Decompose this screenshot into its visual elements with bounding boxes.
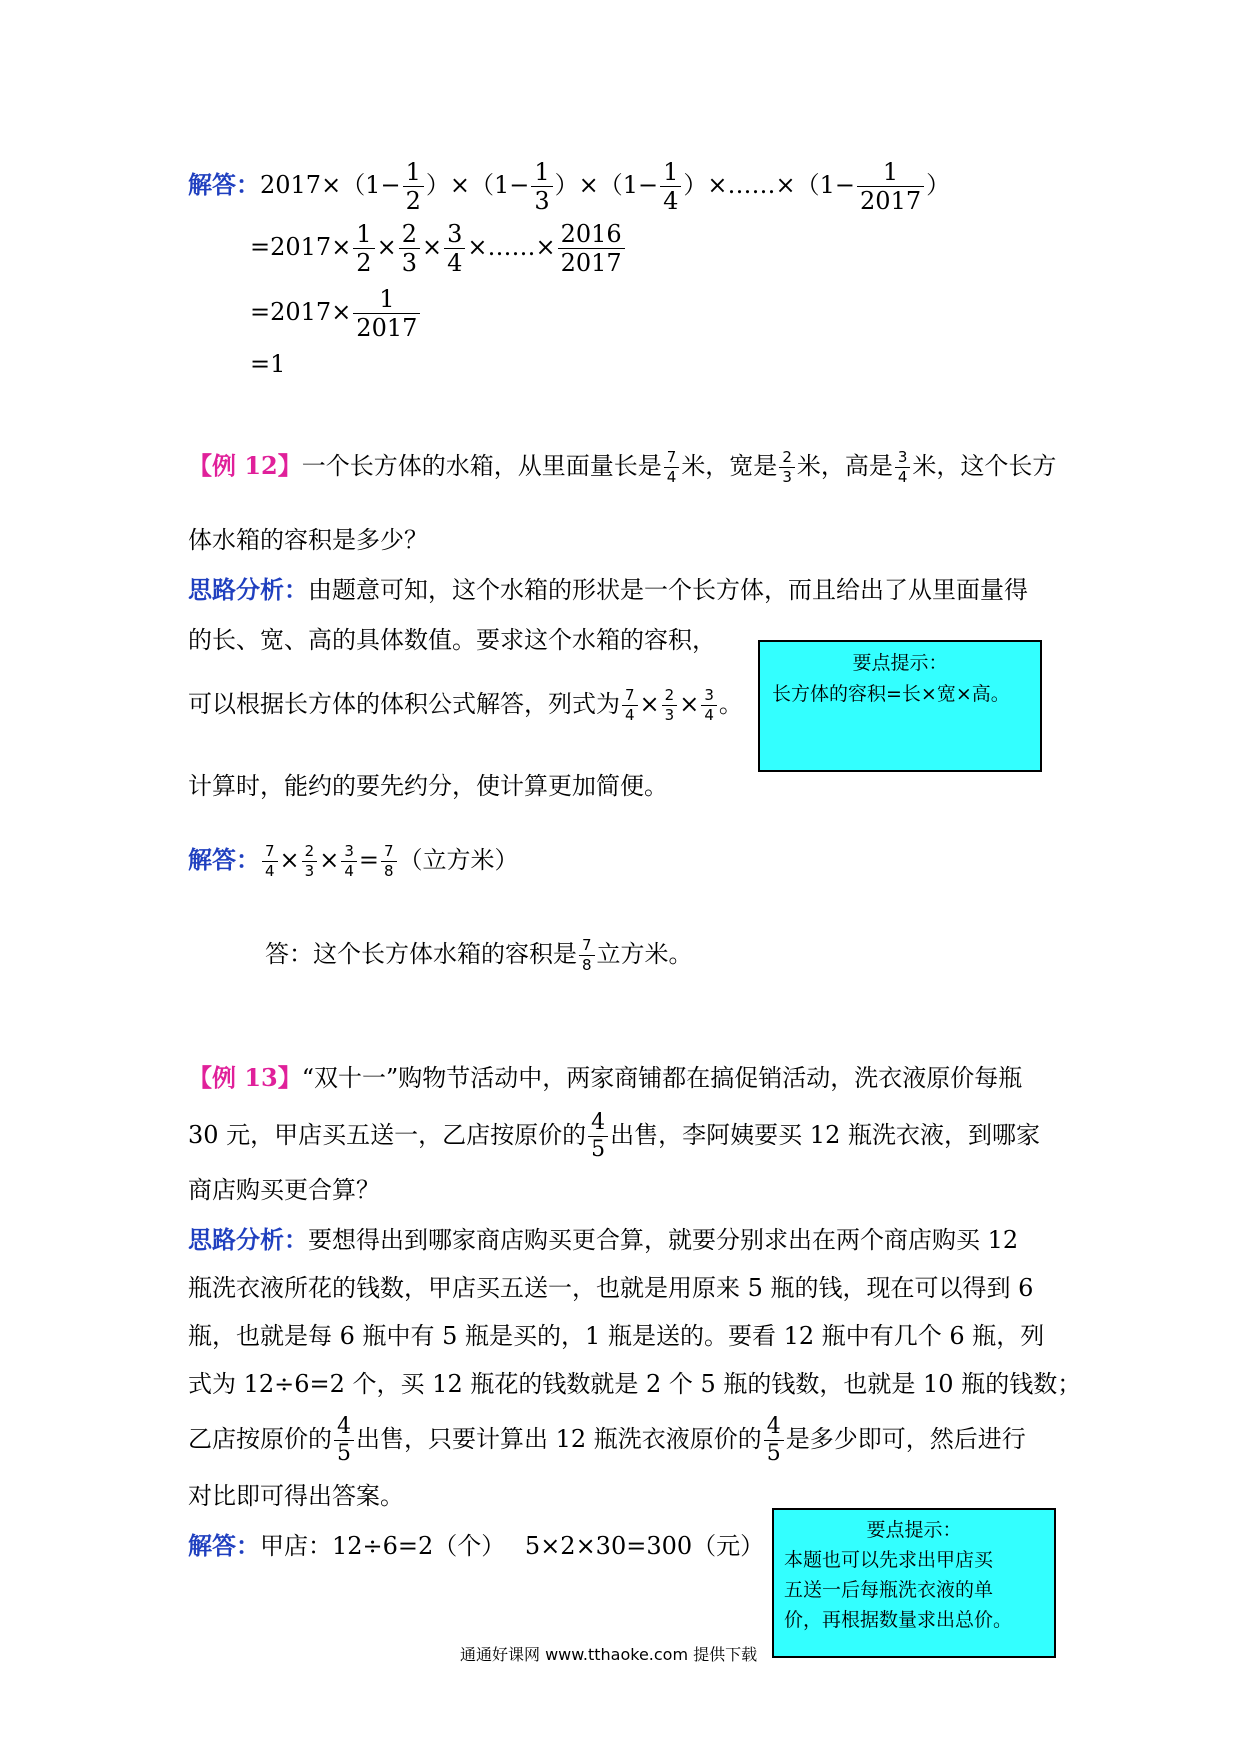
- fraction: $\frac{7}{4}$: [622, 688, 638, 723]
- tip-body: 长方体的容积=长×宽×高。: [772, 683, 1010, 705]
- example13-solution: 解答：甲店：12÷6=2（个） 5×2×30=300（元）: [188, 1532, 765, 1560]
- fraction: $\frac{1}{2}$: [353, 222, 374, 275]
- example13-analysis-line-3: 瓶，也就是每 6 瓶中有 5 瓶是买的，1 瓶是送的。要看 12 瓶中有几个 6 瓶，列: [188, 1322, 1045, 1350]
- tip-title: 要点提示：: [866, 1519, 962, 1541]
- solution-line-4: =1: [250, 350, 286, 378]
- solution-label: 解答：: [188, 171, 260, 199]
- fraction: $\frac{4}{5}$: [588, 1112, 608, 1161]
- example12-analysis-line-2: 的长、宽、高的具体数值。要求这个水箱的容积，: [188, 626, 716, 654]
- example12-question-line-2: 体水箱的容积是多少？: [188, 526, 428, 554]
- example-tag: 【例 12】: [188, 451, 302, 480]
- solution-line-2: =2017× $\frac{1}{2}$ × $\frac{2}{3}$ × $\frac{3}{4}$ ×……× $\frac{2016}{2017}$: [250, 222, 627, 275]
- example13-question-line-2: 30 元，甲店买五送一，乙店按原价的 $\frac{4}{5}$ 出售，李阿姨要买 12 瓶洗衣液，到哪家: [188, 1110, 1040, 1162]
- tip-line: 价，再根据数量求出总价。: [784, 1609, 1013, 1631]
- analysis-label: 思路分析：: [188, 576, 308, 604]
- example13-question-line-3: 商店购买更合算？: [188, 1176, 380, 1204]
- fraction: $\frac{2}{3}$: [399, 222, 420, 275]
- fraction: $\frac{1}{2017}$: [353, 287, 420, 340]
- solution-line-1: 解答：2017×（1− $\frac{1}{2}$ ）×（1− $\frac{1}{3}$ ）×（1− $\frac{1}{4}$ ）×……×（1− $\frac{1}{2017}$ ）: [188, 158, 951, 215]
- fraction: $\frac{7}{8}$: [381, 844, 397, 879]
- tip-line: 五送一后每瓶洗衣液的单: [784, 1579, 994, 1601]
- fraction: $\frac{7}{4}$: [664, 450, 680, 485]
- fraction: $\frac{7}{4}$: [262, 844, 278, 879]
- solution-label: 解答：: [188, 1532, 260, 1560]
- fraction: $\frac{3}{4}$: [895, 450, 911, 485]
- example12-solution: 解答： $\frac{7}{4}$ × $\frac{2}{3}$ × $\frac{3}{4}$ = $\frac{7}{8}$ （立方米）: [188, 842, 519, 880]
- page-footer: 通通好课网 www.tthaoke.com 提供下载: [460, 1645, 758, 1664]
- fraction: $\frac{3}{4}$: [341, 844, 357, 879]
- example12-answer: 答：这个长方体水箱的容积是 $\frac{7}{8}$ 立方米。: [265, 936, 693, 974]
- example13-analysis-line-1: 思路分析：要想得出到哪家商店购买更合算，就要分别求出在两个商店购买 12: [188, 1226, 1019, 1254]
- solution-line-3: =2017× $\frac{1}{2017}$: [250, 287, 422, 340]
- fraction: $\frac{2016}{2017}$: [558, 222, 625, 275]
- example-tag: 【例 13】: [188, 1063, 302, 1092]
- fraction: $\frac{2}{3}$: [779, 450, 795, 485]
- example13-question-line-1: 【例 13】“双十一”购物节活动中，两家商铺都在搞促销活动，洗衣液原价每瓶: [188, 1063, 1023, 1092]
- tip-title: 要点提示：: [852, 652, 948, 674]
- fraction: $\frac{3}{4}$: [444, 222, 465, 275]
- tip-box-12: [758, 640, 1042, 772]
- example12-analysis-line-3: 可以根据长方体的体积公式解答，列式为 $\frac{7}{4}$ × $\frac{2}{3}$ × $\frac{3}{4}$ 。: [188, 686, 743, 724]
- example13-analysis-line-2: 瓶洗衣液所花的钱数，甲店买五送一，也就是用原来 5 瓶的钱，现在可以得到 6: [188, 1274, 1034, 1302]
- analysis-label: 思路分析：: [188, 1226, 308, 1254]
- tip-line: 本题也可以先求出甲店买: [784, 1549, 994, 1571]
- tip-box-13: [772, 1508, 1056, 1658]
- example12-analysis-line-1: 思路分析：由题意可知，这个水箱的形状是一个长方体，而且给出了从里面量得: [188, 576, 1028, 604]
- fraction: $\frac{1}{2}$: [403, 160, 424, 213]
- example13-analysis-line-5: 乙店按原价的 $\frac{4}{5}$ 出售，只要计算出 12 瓶洗衣液原价的 $\frac{4}{5}$ 是多少即可，然后进行: [188, 1414, 1026, 1466]
- fraction: $\frac{1}{4}$: [660, 160, 681, 213]
- example12-question-line-1: 【例 12】一个长方体的水箱，从里面量长是 $\frac{7}{4}$ 米，宽是 $\frac{2}{3}$ 米，高是 $\frac{3}{4}$ 米，这个长方: [188, 448, 1057, 486]
- example13-analysis-line-6: 对比即可得出答案。: [188, 1482, 404, 1510]
- solution-label: 解答：: [188, 846, 260, 874]
- fraction: $\frac{4}{5}$: [764, 1416, 784, 1465]
- example12-analysis-line-4: 计算时，能约的要先约分，使计算更加简便。: [188, 772, 668, 800]
- fraction: $\frac{2}{3}$: [662, 688, 678, 723]
- fraction: $\frac{4}{5}$: [334, 1416, 354, 1465]
- fraction: $\frac{2}{3}$: [302, 844, 318, 879]
- fraction: $\frac{3}{4}$: [701, 688, 717, 723]
- fraction: $\frac{7}{8}$: [579, 938, 595, 973]
- fraction: $\frac{1}{2017}$: [857, 160, 924, 213]
- example13-analysis-line-4: 式为 12÷6=2 个，买 12 瓶花的钱数就是 2 个 5 瓶的钱数，也就是 10 瓶的钱数；: [188, 1370, 1082, 1398]
- fraction: $\frac{1}{3}$: [531, 160, 552, 213]
